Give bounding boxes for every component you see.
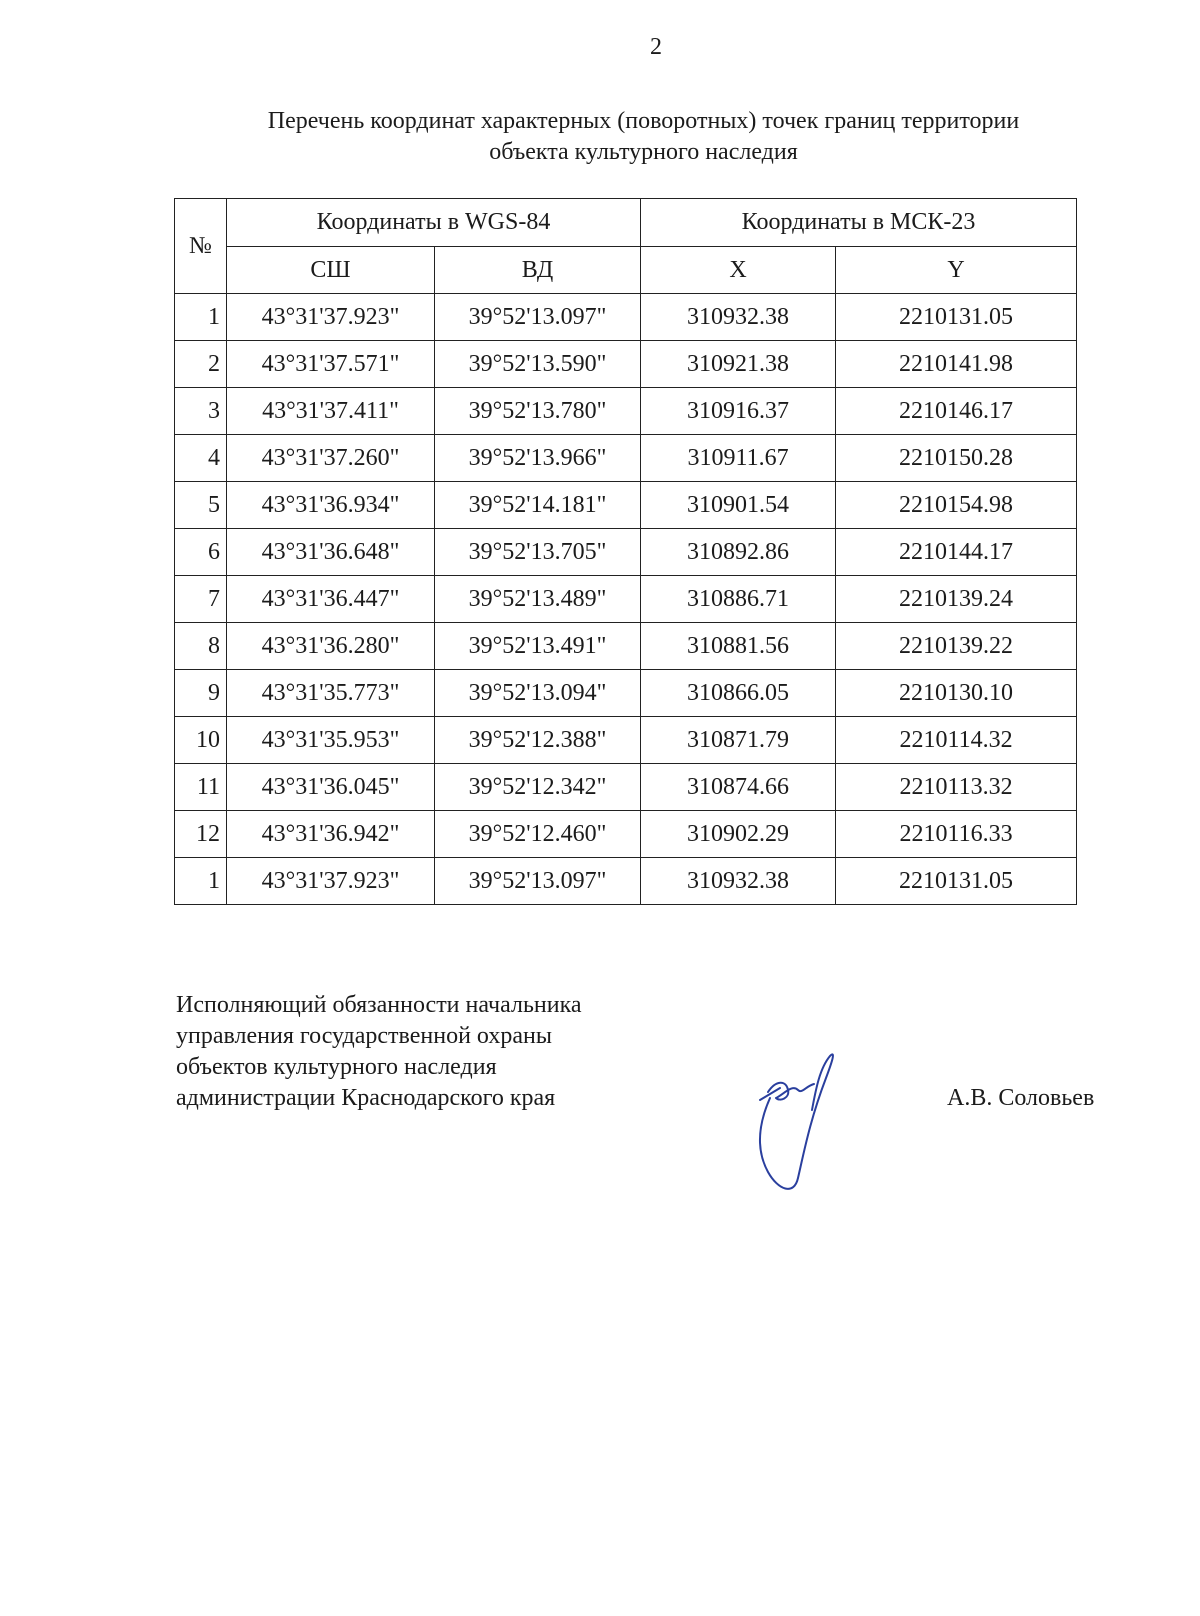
cell-y: 2210141.98: [836, 341, 1077, 388]
cell-longitude: 39°52'13.491": [435, 623, 641, 670]
cell-longitude: 39°52'12.342": [435, 764, 641, 811]
cell-y: 2210116.33: [836, 811, 1077, 858]
cell-point-number: 11: [175, 764, 227, 811]
header-x: X: [641, 247, 836, 294]
cell-y: 2210113.32: [836, 764, 1077, 811]
cell-y: 2210139.24: [836, 576, 1077, 623]
cell-x: 310932.38: [641, 294, 836, 341]
cell-longitude: 39°52'13.097": [435, 294, 641, 341]
cell-y: 2210130.10: [836, 670, 1077, 717]
table-header-row-2: [175, 247, 1077, 294]
cell-latitude: 43°31'36.942": [227, 811, 435, 858]
cell-point-number: 10: [175, 717, 227, 764]
cell-point-number: 7: [175, 576, 227, 623]
cell-latitude: 43°31'36.648": [227, 529, 435, 576]
coordinates-table: [174, 198, 1077, 905]
cell-latitude: 43°31'35.953": [227, 717, 435, 764]
header-lon: ВД: [435, 247, 641, 294]
table-row: [175, 623, 1077, 670]
table-row: [175, 811, 1077, 858]
cell-latitude: 43°31'36.280": [227, 623, 435, 670]
cell-x: 310932.38: [641, 858, 836, 905]
cell-y: 2210150.28: [836, 435, 1077, 482]
cell-point-number: 8: [175, 623, 227, 670]
cell-longitude: 39°52'13.097": [435, 858, 641, 905]
position-line-2: управления государственной охраны: [176, 1023, 552, 1049]
position-line-4: администрации Краснодарского края: [176, 1085, 556, 1111]
cell-latitude: 43°31'36.447": [227, 576, 435, 623]
cell-y: 2210131.05: [836, 858, 1077, 905]
cell-point-number: 9: [175, 670, 227, 717]
signer-position: [176, 990, 582, 1114]
cell-latitude: 43°31'37.411": [227, 388, 435, 435]
table-row: [175, 388, 1077, 435]
cell-x: 310881.56: [641, 623, 836, 670]
header-y: Y: [836, 247, 1077, 294]
cell-x: 310921.38: [641, 341, 836, 388]
cell-point-number: 6: [175, 529, 227, 576]
table-row: [175, 529, 1077, 576]
cell-longitude: 39°52'13.489": [435, 576, 641, 623]
cell-longitude: 39°52'13.780": [435, 388, 641, 435]
cell-latitude: 43°31'37.260": [227, 435, 435, 482]
table-row: [175, 576, 1077, 623]
cell-x: 310902.29: [641, 811, 836, 858]
cell-x: 310911.67: [641, 435, 836, 482]
document-title: [160, 106, 1127, 168]
table-row: [175, 858, 1077, 905]
cell-longitude: 39°52'14.181": [435, 482, 641, 529]
cell-x: 310892.86: [641, 529, 836, 576]
cell-longitude: 39°52'12.388": [435, 717, 641, 764]
table-row: [175, 435, 1077, 482]
cell-longitude: 39°52'13.094": [435, 670, 641, 717]
cell-latitude: 43°31'37.571": [227, 341, 435, 388]
table-row: [175, 341, 1077, 388]
table-row: [175, 482, 1077, 529]
cell-x: 310916.37: [641, 388, 836, 435]
cell-y: 2210131.05: [836, 294, 1077, 341]
cell-longitude: 39°52'13.966": [435, 435, 641, 482]
title-line-1: Перечень координат характерных (поворотных) точек границ территории: [267, 108, 1020, 134]
cell-y: 2210146.17: [836, 388, 1077, 435]
cell-point-number: 12: [175, 811, 227, 858]
cell-y: 2210144.17: [836, 529, 1077, 576]
header-lat: СШ: [227, 247, 435, 294]
table-row: [175, 717, 1077, 764]
header-wgs-group: Координаты в WGS-84: [227, 199, 641, 247]
title-line-2: объекта культурного наследия: [489, 139, 798, 165]
cell-x: 310871.79: [641, 717, 836, 764]
header-msk-group: Координаты в МСК-23: [641, 199, 1077, 247]
cell-x: 310901.54: [641, 482, 836, 529]
page-number: 2: [650, 34, 662, 60]
table-body: [175, 294, 1077, 905]
cell-latitude: 43°31'36.934": [227, 482, 435, 529]
cell-point-number: 4: [175, 435, 227, 482]
signer-name: А.В. Соловьев: [947, 1085, 1095, 1111]
cell-point-number: 2: [175, 341, 227, 388]
cell-longitude: 39°52'13.705": [435, 529, 641, 576]
cell-y: 2210114.32: [836, 717, 1077, 764]
cell-y: 2210139.22: [836, 623, 1077, 670]
cell-latitude: 43°31'37.923": [227, 858, 435, 905]
cell-x: 310886.71: [641, 576, 836, 623]
cell-latitude: 43°31'35.773": [227, 670, 435, 717]
cell-longitude: 39°52'12.460": [435, 811, 641, 858]
cell-y: 2210154.98: [836, 482, 1077, 529]
cell-longitude: 39°52'13.590": [435, 341, 641, 388]
position-line-3: объектов культурного наследия: [176, 1054, 497, 1080]
position-line-1: Исполняющий обязанности начальника: [176, 992, 582, 1018]
handwritten-signature: [750, 1040, 860, 1200]
cell-point-number: 1: [175, 858, 227, 905]
cell-latitude: 43°31'37.923": [227, 294, 435, 341]
cell-latitude: 43°31'36.045": [227, 764, 435, 811]
cell-point-number: 3: [175, 388, 227, 435]
cell-x: 310866.05: [641, 670, 836, 717]
cell-x: 310874.66: [641, 764, 836, 811]
cell-point-number: 1: [175, 294, 227, 341]
header-num: №: [175, 199, 227, 294]
table-row: [175, 294, 1077, 341]
cell-point-number: 5: [175, 482, 227, 529]
table-header-row-1: [175, 199, 1077, 247]
table-row: [175, 764, 1077, 811]
table-row: [175, 670, 1077, 717]
